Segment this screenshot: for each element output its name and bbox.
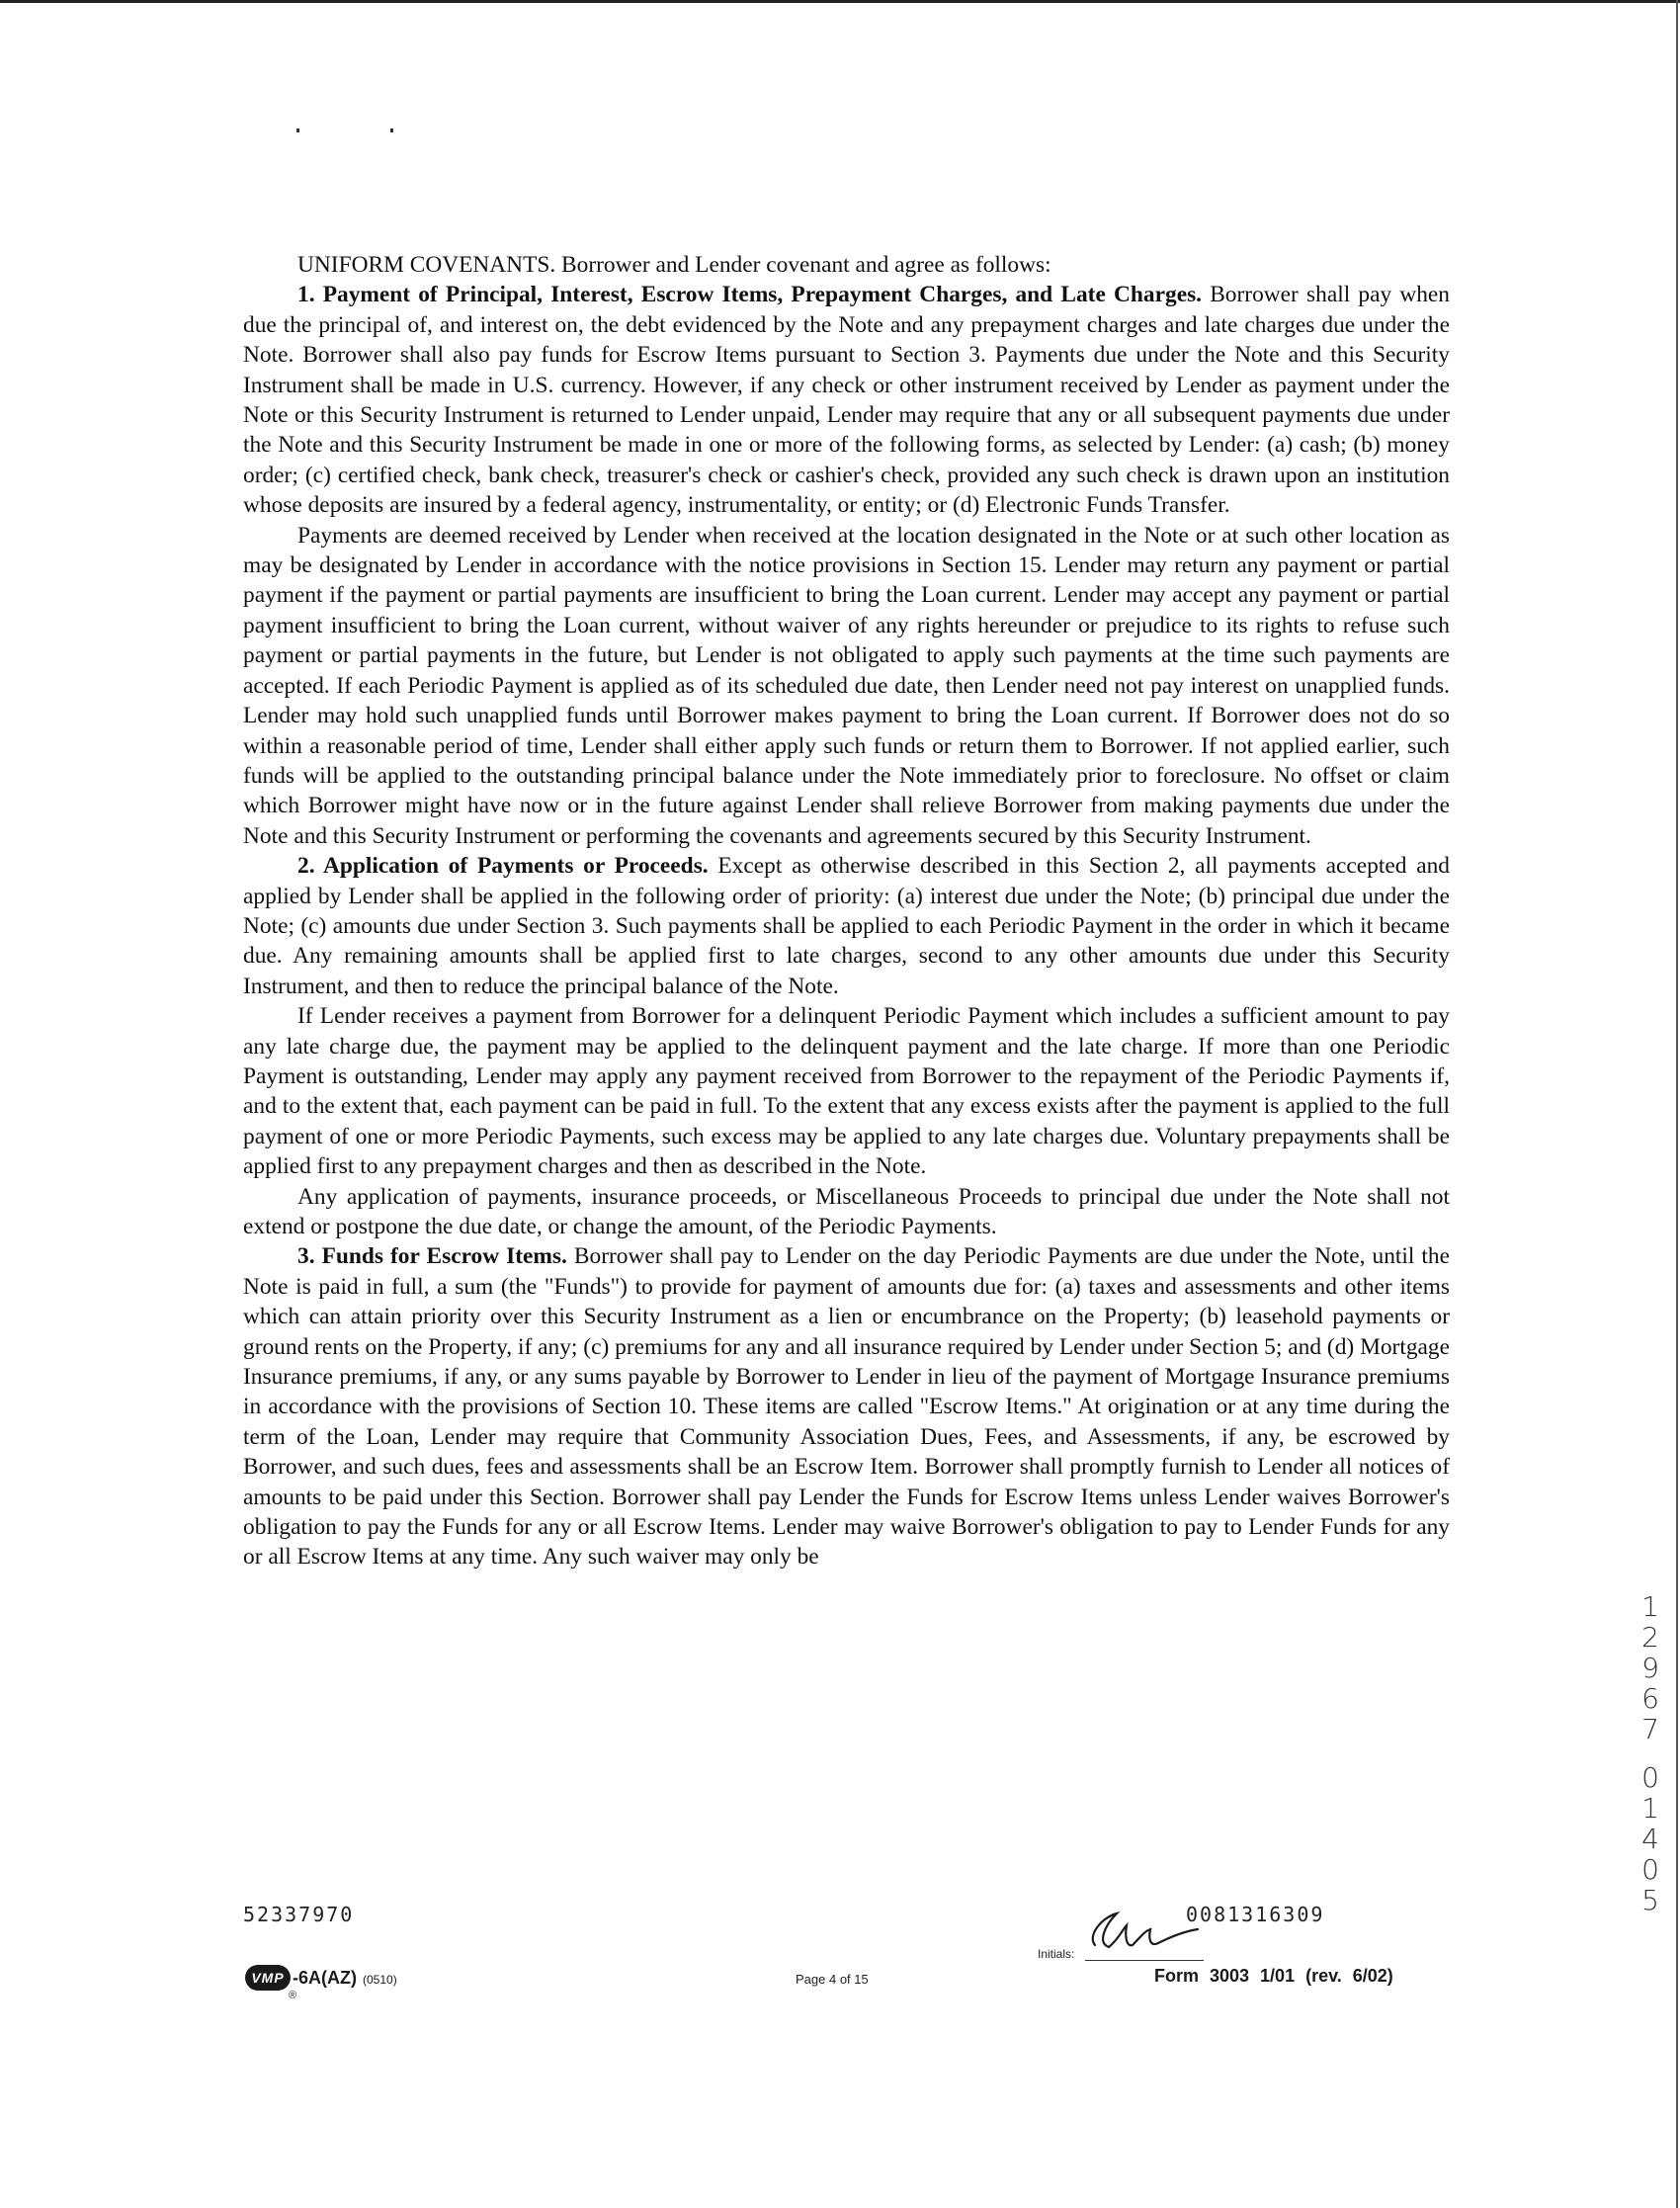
stamp-digit: 5 xyxy=(1641,1884,1659,1916)
stamp-digit: 1 xyxy=(1641,1792,1659,1825)
section-2-text-2: If Lender receives a payment from Borrower for a delinquent Periodic Payment which includes a sufficient amount to pay any late charge due, the payment may be applied to the delinquent payment and the late charge. If more than one Periodic Payment is outstanding, Lender may apply any payment received from Borrower to the repayment of the Periodic Payments if, and to the extent that, each payment can be paid in full. To the extent that any excess exists after the payment is applied to the full payment of one or more Periodic Payments, such excess may be applied to any late charges due. Voluntary prepayments shall be applied first to any prepayment charges and then as described in the Note. xyxy=(243,1003,1450,1180)
section-1-text: Borrower shall pay when due the principal of, and interest on, the debt evidenced by the Note and any prepayment charges and late charges due under the Note. Borrower shall also pay funds for Escrow Items pursuant to Section 3. Payments due under the Note and this Security Instrument shall be made in U.S. currency. However, if any check or other instrument received by Lender as payment under the Note or this Security Instrument is returned to Lender unpaid, Lender may require that any or all subsequent payments due under the Note and this Security Instrument be made in one or more of the following forms, as selected by Lender: (a) cash; (b) money order; (c) certified check, bank check, treasurer's check or cashier's check, provided any such check is drawn upon an institution whose deposits are insured by a federal agency, instrumentality, or entity; or (d) Electronic Funds Transfer. xyxy=(243,282,1450,519)
section-2-text-3: Any application of payments, insurance proceeds, or Miscellaneous Proceeds to principal due under the Note shall not extend or postpone the due date, or change the amount, of the Periodic Payments. xyxy=(243,1183,1450,1239)
recording-stamp xyxy=(1631,1591,1670,1915)
section-3-title: 3. Funds for Escrow Items. xyxy=(297,1243,567,1270)
section-2-paragraph-2 xyxy=(243,1001,1450,1181)
stamp-digit: 2 xyxy=(1641,1621,1659,1654)
section-3-paragraph xyxy=(243,1241,1450,1571)
stamp-digit: 9 xyxy=(1641,1652,1659,1684)
form-code xyxy=(293,1968,397,1989)
stamp-digit: 7 xyxy=(1641,1713,1659,1745)
initials-underline xyxy=(1085,1960,1204,1961)
section-1-paragraph-2 xyxy=(243,521,1450,851)
initials-label: Initials: xyxy=(1038,1947,1075,1961)
form-code-version: (0510) xyxy=(363,1973,397,1987)
stamp-digit: 0 xyxy=(1641,1761,1659,1794)
section-2-paragraph-3 xyxy=(243,1182,1450,1242)
section-2-title: 2. Application of Payments or Proceeds. xyxy=(297,853,709,880)
section-2-text: Except as otherwise described in this Section 2, all payments accepted and applied by Lender shall be applied in the following order of priority: (a) interest due under the Note; (b) principal due under the Note; (c) amounts due under Section 3. Such payments shall be applied to each Periodic Payment in the order in which it became due. Any remaining amounts shall be applied first to late charges, second to any other amounts due under this Security Instrument, and then to reduce the principal balance of the Note. xyxy=(243,853,1450,999)
section-1-paragraph xyxy=(243,280,1450,520)
stamp-digit: 4 xyxy=(1641,1823,1659,1855)
stamp-digit: 1 xyxy=(1641,1590,1659,1623)
form-identifier: Form 3003 1/01 (rev. 6/02) xyxy=(1154,1966,1393,1986)
document-body xyxy=(243,250,1450,1572)
section-1-title: 1. Payment of Principal, Interest, Escrow Items, Prepayment Charges, and Late Charges. xyxy=(297,282,1203,308)
scan-specks xyxy=(296,128,405,138)
page-right-border xyxy=(1676,0,1678,2208)
stamp-digit: 6 xyxy=(1641,1682,1659,1715)
initials-signature xyxy=(1067,1896,1216,1965)
section-3-text: Borrower shall pay to Lender on the day Periodic Payments are due under the Note, until the Note is paid in full, a sum (the "Funds") to provide for payment of amounts due for: (a) taxes and assessments and other items which can attain priority over this Security Instrument as a lien or encumbrance on the Property; (b) leasehold payments or ground rents on the Property, if any; (c) premiums for any and all insurance required by Lender under Section 5; and (d) Mortgage Insurance premiums, if any, or any sums payable by Borrower to Lender in lieu of the payment of Mortgage Insurance premiums in accordance with the provisions of Section 10. These items are called "Escrow Items." At origination or at any time during the term of the Loan, Lender may require that Community Association Dues, Fees, and Assessments, if any, be escrowed by Borrower, and such dues, fees and assessments shall be an Escrow Item. Borrower shall promptly furnish to Lender all notices of amounts to be paid under this Section. Borrower shall pay Lender the Funds for Escrow Items unless Lender waives Borrower's obligation to pay the Funds for any or all Escrow Items. Lender may waive Borrower's obligation to pay to Lender Funds for any or all Escrow Items at any time. Any such waiver may only be xyxy=(243,1243,1450,1571)
loan-number: 52337970 xyxy=(243,1903,355,1926)
section-1-text-2: Payments are deemed received by Lender when received at the location designated in the Note or at such other location as may be designated by Lender in accordance with the notice provisions in Section 15. Lender may return any payment or partial payment if the payment or partial payments are insufficient to bring the Loan current. Lender may accept any payment or partial payment insufficient to bring the Loan current, without waiver of any rights hereunder or prejudice to its rights to refuse such payment or partial payments in the future, but Lender is not obligated to apply such payments at the time such payments are accepted. If each Periodic Payment is applied as of its scheduled due date, then Lender need not pay interest on unapplied funds. Lender may hold such unapplied funds until Borrower makes payment to bring the Loan current. If Borrower does not do so within a reasonable period of time, Lender shall either apply such funds or return them to Borrower. If not applied earlier, such funds will be applied to the outstanding principal balance under the Note immediately prior to foreclosure. No offset or claim which Borrower might have now or in the future against Lender shall relieve Borrower from making payments due under the Note and this Security Instrument or performing the covenants and agreements secured by this Security Instrument. xyxy=(243,522,1450,849)
section-2-paragraph xyxy=(243,851,1450,1001)
page-number: Page 4 of 15 xyxy=(796,1972,869,1987)
uniform-covenants-heading: UNIFORM COVENANTS. Borrower and Lender covenant and agree as follows: xyxy=(297,252,1051,278)
vmp-logo: VMP xyxy=(245,1965,291,1991)
page-top-border xyxy=(0,0,1680,3)
form-code-text: -6A(AZ) xyxy=(293,1968,357,1988)
vmp-registered-mark: ® xyxy=(289,1990,297,2001)
reference-number: 0081316309 xyxy=(1186,1903,1325,1926)
stamp-digit: 0 xyxy=(1641,1853,1659,1886)
stamp-gap xyxy=(1631,1744,1670,1762)
